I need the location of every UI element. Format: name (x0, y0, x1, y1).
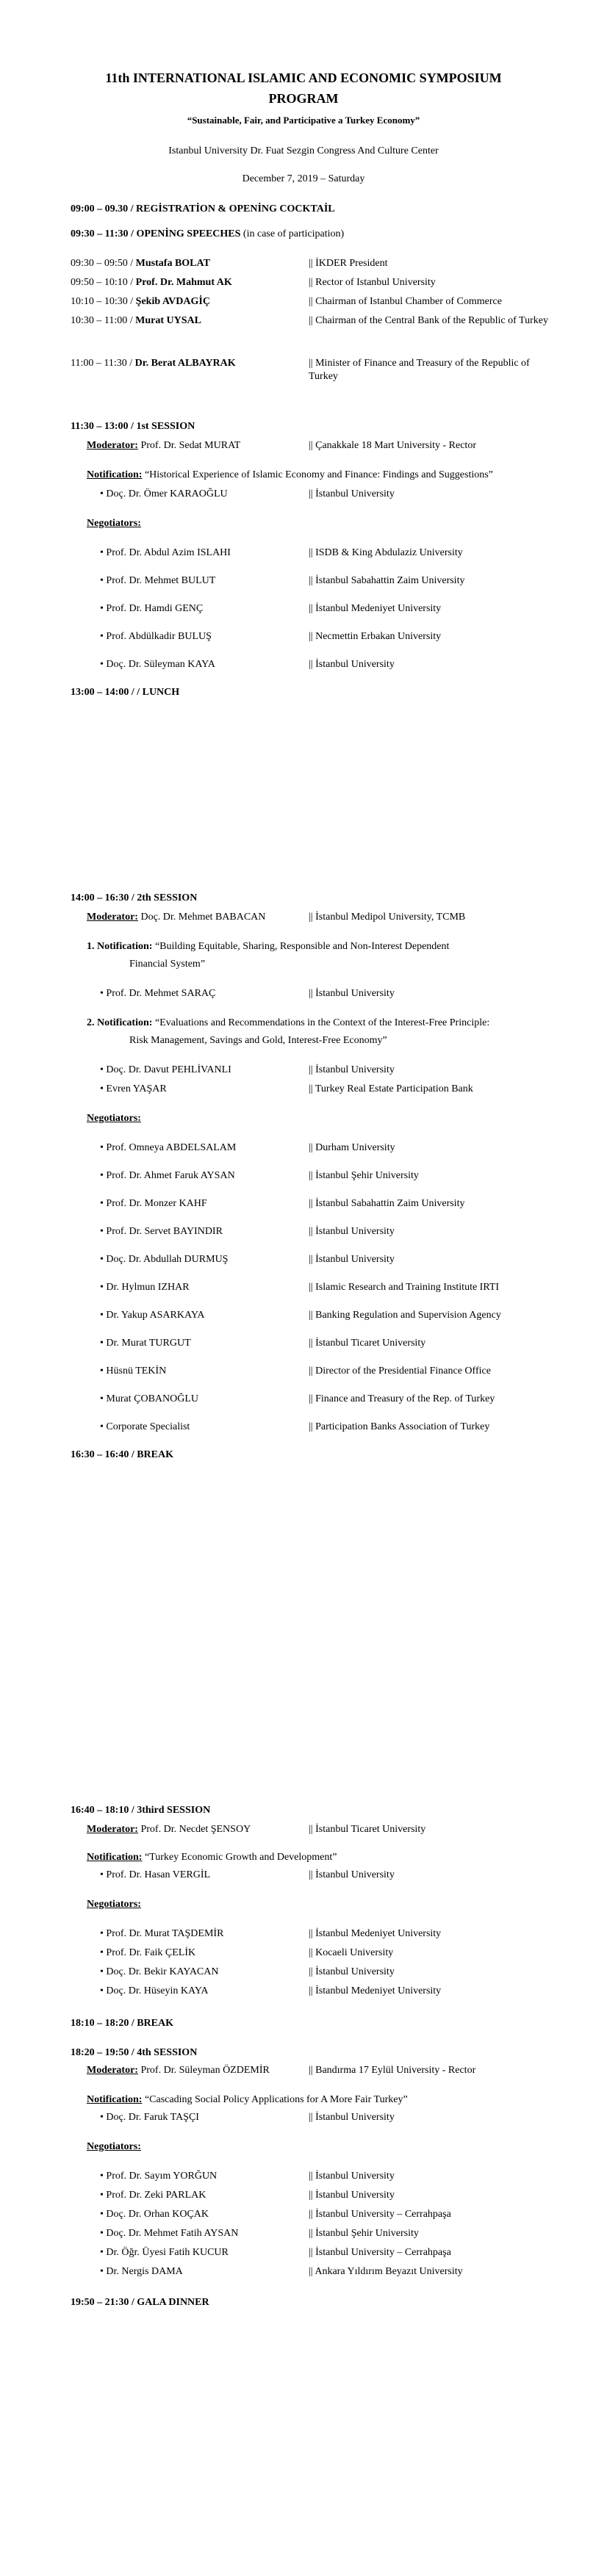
moderator-affiliation: || İstanbul Medipol University, TCMB (309, 912, 466, 923)
speaker-row (71, 314, 201, 328)
speaker-name: Şekib AVDAGİÇ (135, 296, 210, 307)
negotiator-name: • Doç. Dr. Bekir KAYACAN (100, 1966, 219, 1977)
notification-title-continued: Financial System” (129, 959, 206, 970)
negotiator-affiliation: || İstanbul University (309, 1254, 395, 1265)
session1-notification (87, 469, 493, 482)
speaker-affiliation: || Chairman of the Central Bank of the Republic of Turkey (309, 315, 548, 326)
negotiator-affiliation: || Director of the Presidential Finance Office (309, 1365, 491, 1377)
negotiator-name: • Doç. Dr. Süleyman KAYA (100, 659, 215, 670)
notification-label: Notification: (87, 469, 143, 480)
negotiator-affiliation: || İstanbul Şehir University (309, 2228, 419, 2239)
session2-moderator (87, 911, 265, 924)
opening-speeches-slot (71, 228, 344, 241)
speaker-time: 11:00 – 11:30 / (71, 358, 135, 369)
negotiator-affiliation: || Kocaeli University (309, 1947, 394, 1958)
negotiator-name: • Prof. Dr. Monzer KAHF (100, 1198, 207, 1209)
opening-speeches-note: (in case of participation) (240, 228, 345, 239)
speaker-affiliation: || Rector of Istanbul University (309, 277, 436, 288)
negotiator-affiliation: || İstanbul Ticaret University (309, 1338, 426, 1349)
speaker-row (71, 357, 236, 370)
speaker-affiliation: || Minister of Finance and Treasury of the Republic of Turkey (309, 358, 530, 382)
notification-title: “Cascading Social Policy Applications for A More Fair Turkey” (142, 2094, 408, 2105)
negotiator-affiliation: || İstanbul University – Cerrahpaşa (309, 2209, 451, 2220)
negotiator-name: • Dr. Murat TURGUT (100, 1338, 191, 1349)
session2-notification-2 (87, 1017, 489, 1030)
notification-title: “Building Equitable, Sharing, Responsible and Non-Interest Dependent (152, 941, 450, 952)
negotiator-name: • Prof. Dr. Sayım YORĞUN (100, 2171, 218, 2182)
session3-heading: 16:40 – 18:10 / 3third SESSION (71, 1805, 211, 1816)
session2-notification-1 (87, 940, 449, 953)
negotiator-name: • Murat ÇOBANOĞLU (100, 1393, 199, 1404)
negotiator-affiliation: || Durham University (309, 1142, 395, 1153)
negotiator-name: • Prof. Dr. Abdul Azim ISLAHI (100, 547, 231, 558)
moderator-label: Moderator: (87, 2065, 138, 2076)
presenter-affiliation: || İstanbul University (309, 1064, 395, 1075)
negotiator-name: • Prof. Dr. Zeki PARLAK (100, 2190, 206, 2201)
presenter-name: • Prof. Dr. Mehmet SARAÇ (100, 988, 216, 999)
negotiator-affiliation: || Islamic Research and Training Institute IRTI (309, 1282, 500, 1293)
negotiator-affiliation: || ISDB & King Abdulaziz University (309, 547, 463, 558)
negotiator-name: • Corporate Specialist (100, 1421, 190, 1432)
presenter-name: • Prof. Dr. Hasan VERGİL (100, 1869, 211, 1880)
presenter-affiliation: || İstanbul University (309, 2112, 395, 2123)
break-slot: 18:10 – 18:20 / BREAK (71, 2018, 173, 2029)
moderator-name: Doç. Dr. Mehmet BABACAN (137, 912, 266, 923)
moderator-name: Prof. Dr. Necdet ŞENSOY (137, 1824, 251, 1835)
negotiator-affiliation: || İstanbul Şehir University (309, 1170, 419, 1181)
negotiator-name: • Doç. Dr. Abdullah DURMUŞ (100, 1254, 229, 1265)
negotiator-name: • Dr. Hylmun IZHAR (100, 1282, 190, 1293)
notification-label: 1. Notification: (87, 941, 153, 952)
negotiator-name: • Dr. Yakup ASARKAYA (100, 1310, 205, 1321)
presenter-affiliation: || İstanbul University (309, 988, 395, 999)
event-date: December 7, 2019 – Saturday (242, 173, 365, 184)
speaker-name: Mustafa BOLAT (135, 258, 210, 269)
speaker-time: 09:50 – 10:10 / (71, 277, 136, 288)
speaker-row (71, 295, 210, 309)
speaker-name: Dr. Berat ALBAYRAK (134, 358, 236, 369)
negotiators-label: Negotiators: (87, 1113, 141, 1124)
negotiator-affiliation: || Necmettin Erbakan University (309, 631, 442, 642)
negotiators-label: Negotiators: (87, 1899, 141, 1910)
negotiator-affiliation: || İstanbul University – Cerrahpaşa (309, 2247, 451, 2258)
negotiator-affiliation: || İstanbul University (309, 659, 395, 670)
presenter-affiliation: || İstanbul University (309, 1869, 395, 1880)
speaker-time: 10:10 – 10:30 / (71, 296, 136, 307)
presenter-name: • Doç. Dr. Ömer KARAOĞLU (100, 488, 228, 499)
presenter-affiliation: || İstanbul University (309, 488, 395, 499)
speaker-affiliation: || Chairman of Istanbul Chamber of Commerce (309, 296, 502, 307)
negotiator-affiliation: || İstanbul Sabahattin Zaim University (309, 575, 465, 586)
negotiator-affiliation: || İstanbul Sabahattin Zaim University (309, 1198, 465, 1209)
session3-notification (87, 1851, 337, 1864)
session4-notification (87, 2093, 408, 2107)
negotiator-affiliation: || İstanbul Medeniyet University (309, 1985, 442, 1996)
negotiator-name: • Prof. Dr. Mehmet BULUT (100, 575, 216, 586)
moderator-affiliation: || İstanbul Ticaret University (309, 1824, 426, 1835)
speaker-time: 10:30 – 11:00 / (71, 315, 136, 326)
venue: Istanbul University Dr. Fuat Sezgin Congress And Culture Center (168, 145, 439, 156)
negotiator-name: • Doç. Dr. Mehmet Fatih AYSAN (100, 2228, 239, 2239)
negotiator-affiliation: || Banking Regulation and Supervision Agency (309, 1310, 501, 1321)
moderator-label: Moderator: (87, 440, 138, 451)
presenter-name: • Doç. Dr. Davut PEHLİVANLI (100, 1064, 231, 1075)
negotiator-name: • Dr. Nergis DAMA (100, 2266, 183, 2277)
speaker-time: 09:30 – 09:50 / (71, 258, 136, 269)
moderator-affiliation: || Bandırma 17 Eylül University - Rector (309, 2065, 476, 2076)
notification-title-continued: Risk Management, Savings and Gold, Interest-Free Economy” (129, 1035, 387, 1046)
gala-dinner-slot: 19:50 – 21:30 / GALA DINNER (71, 2297, 209, 2308)
negotiator-affiliation: || Participation Banks Association of Turkey (309, 1421, 490, 1432)
break-slot: 16:30 – 16:40 / BREAK (71, 1449, 173, 1460)
session4-heading: 18:20 – 19:50 / 4th SESSION (71, 2047, 198, 2058)
session1-heading: 11:30 – 13:00 / 1st SESSION (71, 421, 195, 432)
moderator-affiliation: || Çanakkale 18 Mart University - Rector (309, 440, 476, 451)
negotiator-name: • Prof. Abdülkadir BULUŞ (100, 631, 212, 642)
negotiator-name: • Dr. Öğr. Üyesi Fatih KUCUR (100, 2247, 229, 2258)
presenter-name: • Doç. Dr. Faruk TAŞÇI (100, 2112, 199, 2123)
document-title: 11th INTERNATIONAL ISLAMIC AND ECONOMIC SYMPOSIUM (105, 71, 502, 85)
negotiator-name: • Doç. Dr. Orhan KOÇAK (100, 2209, 209, 2220)
negotiators-label: Negotiators: (87, 2141, 141, 2152)
document-subtitle-program: PROGRAM (268, 91, 339, 106)
negotiator-name: • Prof. Omneya ABDELSALAM (100, 1142, 237, 1153)
negotiator-name: • Prof. Dr. Faik ÇELİK (100, 1947, 196, 1958)
moderator-name: Prof. Dr. Sedat MURAT (137, 440, 241, 451)
session4-moderator (87, 2064, 270, 2077)
negotiator-affiliation: || İstanbul Medeniyet University (309, 603, 442, 614)
negotiator-affiliation: || İstanbul University (309, 1226, 395, 1237)
negotiators-label: Negotiators: (87, 518, 141, 529)
notification-title: “Historical Experience of Islamic Economy and Finance: Findings and Suggestions” (142, 469, 493, 480)
negotiator-name: • Doç. Dr. Hüseyin KAYA (100, 1985, 209, 1996)
symposium-theme: “Sustainable, Fair, and Participative a Turkey Economy” (187, 115, 420, 126)
speaker-row (71, 257, 210, 270)
negotiator-name: • Prof. Dr. Murat TAŞDEMİR (100, 1928, 224, 1939)
negotiator-affiliation: || Ankara Yıldırım Beyazıt University (309, 2266, 463, 2277)
presenter-affiliation: || Turkey Real Estate Participation Bank (309, 1083, 473, 1094)
moderator-name: Prof. Dr. Süleyman ÖZDEMİR (137, 2065, 270, 2076)
negotiator-name: • Prof. Dr. Servet BAYINDIR (100, 1226, 223, 1237)
presenter-name: • Evren YAŞAR (100, 1083, 167, 1094)
negotiator-affiliation: || İstanbul University (309, 2190, 395, 2201)
notification-title: “Evaluations and Recommendations in the Context of the Interest-Free Principle: (152, 1017, 490, 1028)
negotiator-name: • Hüsnü TEKİN (100, 1365, 167, 1377)
speaker-name: Prof. Dr. Mahmut AK (135, 277, 232, 288)
speaker-row (71, 276, 232, 289)
session2-heading: 14:00 – 16:30 / 2th SESSION (71, 892, 198, 903)
negotiator-affiliation: || İstanbul University (309, 1966, 395, 1977)
notification-label: Notification: (87, 2094, 143, 2105)
negotiator-affiliation: || İstanbul University (309, 2171, 395, 2182)
registration-slot: 09:00 – 09.30 / REGİSTRATİON & OPENİNG COCKTAİL (71, 203, 335, 214)
negotiator-affiliation: || Finance and Treasury of the Rep. of Turkey (309, 1393, 495, 1404)
opening-speeches-label: 09:30 – 11:30 / OPENİNG SPEECHES (71, 228, 241, 239)
moderator-label: Moderator: (87, 1824, 138, 1835)
negotiator-name: • Prof. Dr. Hamdi GENÇ (100, 603, 204, 614)
session1-moderator (87, 439, 240, 452)
negotiator-name: • Prof. Dr. Ahmet Faruk AYSAN (100, 1170, 235, 1181)
notification-label: 2. Notification: (87, 1017, 153, 1028)
notification-label: Notification: (87, 1852, 143, 1863)
session3-moderator (87, 1823, 251, 1836)
negotiator-affiliation: || İstanbul Medeniyet University (309, 1928, 442, 1939)
speaker-affiliation: || İKDER President (309, 258, 388, 269)
moderator-label: Moderator: (87, 912, 138, 923)
notification-title: “Turkey Economic Growth and Development” (142, 1852, 337, 1863)
speaker-name: Murat UYSAL (135, 315, 201, 326)
lunch-slot: 13:00 – 14:00 / / LUNCH (71, 687, 180, 698)
